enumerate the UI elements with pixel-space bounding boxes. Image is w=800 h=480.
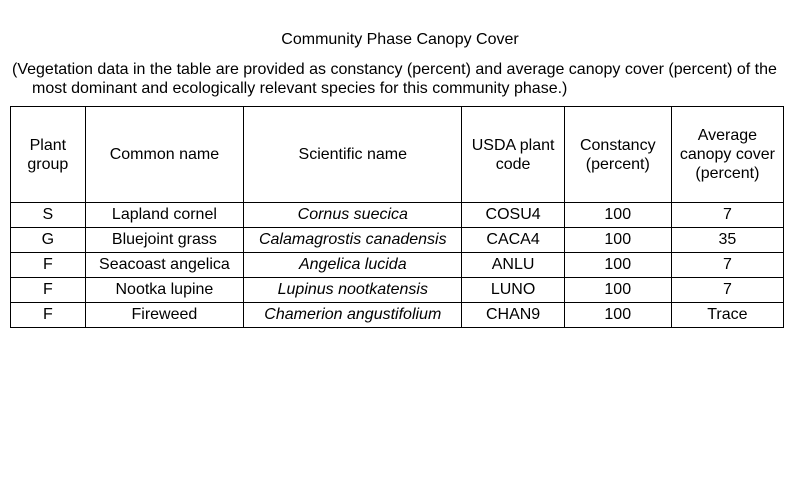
cell-plant-group: F xyxy=(11,253,86,278)
cell-constancy: 100 xyxy=(564,203,671,228)
cell-common-name: Fireweed xyxy=(85,303,244,328)
cell-usda-code: CHAN9 xyxy=(462,303,564,328)
cell-average-cover: 35 xyxy=(671,228,783,253)
header-plant-group: Plant group xyxy=(11,107,86,203)
cell-average-cover: 7 xyxy=(671,253,783,278)
cell-scientific-name: Lupinus nootkatensis xyxy=(244,278,462,303)
cell-usda-code: LUNO xyxy=(462,278,564,303)
canopy-cover-table xyxy=(10,106,784,328)
cell-plant-group: S xyxy=(11,203,86,228)
page-title: Community Phase Canopy Cover xyxy=(281,31,519,48)
cell-common-name: Seacoast angelica xyxy=(85,253,244,278)
table-description: (Vegetation data in the table are provided as constancy (percent) and average canopy cover (percent) of the most dominant and ecologically relevant species for this community phase.) xyxy=(12,61,777,97)
header-average-cover: Average canopy cover (percent) xyxy=(671,107,783,203)
header-usda-code: USDA plant code xyxy=(462,107,564,203)
table-header-row xyxy=(11,107,784,203)
cell-usda-code: CACA4 xyxy=(462,228,564,253)
table-row xyxy=(11,253,784,278)
cell-common-name: Nootka lupine xyxy=(85,278,244,303)
cell-plant-group: F xyxy=(11,278,86,303)
cell-plant-group: G xyxy=(11,228,86,253)
table-row xyxy=(11,278,784,303)
cell-common-name: Lapland cornel xyxy=(85,203,244,228)
cell-common-name: Bluejoint grass xyxy=(85,228,244,253)
cell-scientific-name: Calamagrostis canadensis xyxy=(244,228,462,253)
header-scientific-name: Scientific name xyxy=(244,107,462,203)
table-row xyxy=(11,228,784,253)
table-row xyxy=(11,303,784,328)
cell-constancy: 100 xyxy=(564,228,671,253)
cell-average-cover: 7 xyxy=(671,203,783,228)
header-constancy: Constancy (percent) xyxy=(564,107,671,203)
cell-constancy: 100 xyxy=(564,303,671,328)
cell-scientific-name: Cornus suecica xyxy=(244,203,462,228)
cell-scientific-name: Angelica lucida xyxy=(244,253,462,278)
cell-constancy: 100 xyxy=(564,278,671,303)
table-row xyxy=(11,203,784,228)
cell-scientific-name: Chamerion angustifolium xyxy=(244,303,462,328)
header-common-name: Common name xyxy=(85,107,244,203)
cell-usda-code: COSU4 xyxy=(462,203,564,228)
cell-plant-group: F xyxy=(11,303,86,328)
cell-average-cover: 7 xyxy=(671,278,783,303)
cell-average-cover: Trace xyxy=(671,303,783,328)
cell-usda-code: ANLU xyxy=(462,253,564,278)
cell-constancy: 100 xyxy=(564,253,671,278)
